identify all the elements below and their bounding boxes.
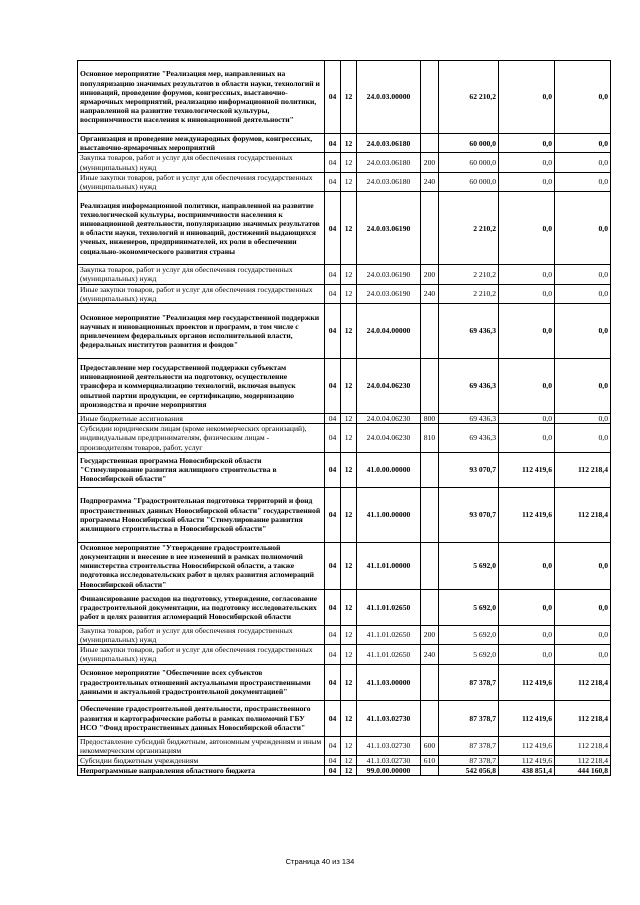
- expense-type-cell: [421, 134, 439, 153]
- row-name-cell: Финансирование расходов на подготовку, утверждение, согласование градостроительной документации, на подготовку исследовательских работ в целях развития агломераций Новосибирской области: [78, 589, 325, 625]
- row-name-cell: Основное мероприятие "Реализация мер государственной поддержки научных и инновационных проектов и программ, в том числе с привлечением федеральных органов исполнительной власти, федеральных институтов развития и фондов": [78, 304, 325, 359]
- table-row: [78, 265, 611, 284]
- table-row: [78, 359, 611, 414]
- table-row: [78, 61, 611, 134]
- section-code-cell: 04: [325, 61, 341, 134]
- section-code-cell: 04: [325, 414, 341, 424]
- amount-2023-cell: 0,0: [499, 645, 555, 664]
- subsection-code-cell: 12: [341, 61, 357, 134]
- subsection-code-cell: 12: [341, 756, 357, 766]
- table-row: [78, 542, 611, 589]
- row-name-cell: Закупка товаров, работ и услуг для обеспечения государственных (муниципальных) нужд: [78, 625, 325, 644]
- amount-2022-cell: 69 436,3: [439, 424, 499, 453]
- section-code-cell: 04: [325, 625, 341, 644]
- row-name-cell: Основное мероприятие "Обеспечение всех субъектов градостроительных отношений актуальными пространственными данными и актуальной градостроительной документацией": [78, 664, 325, 700]
- amount-2023-cell: 0,0: [499, 414, 555, 424]
- target-article-cell: 41.0.00.00000: [357, 452, 421, 487]
- amount-2023-cell: 0,0: [499, 542, 555, 589]
- expense-type-cell: 200: [421, 153, 439, 172]
- subsection-code-cell: 12: [341, 172, 357, 191]
- amount-2023-cell: 438 851,4: [499, 766, 555, 776]
- section-code-cell: 04: [325, 192, 341, 265]
- section-code-cell: 04: [325, 736, 341, 755]
- subsection-code-cell: 12: [341, 487, 357, 542]
- section-code-cell: 04: [325, 424, 341, 453]
- section-code-cell: 04: [325, 756, 341, 766]
- table-row: [78, 414, 611, 424]
- amount-2024-cell: 112 218,4: [555, 736, 611, 755]
- expense-type-cell: [421, 359, 439, 414]
- expense-type-cell: 600: [421, 736, 439, 755]
- row-name-cell: Иные бюджетные ассигнования: [78, 414, 325, 424]
- amount-2023-cell: 112 419,6: [499, 756, 555, 766]
- amount-2022-cell: 542 056,8: [439, 766, 499, 776]
- amount-2023-cell: 112 419,6: [499, 452, 555, 487]
- table-row: [78, 645, 611, 664]
- amount-2022-cell: 60 000,0: [439, 172, 499, 191]
- subsection-code-cell: 12: [341, 424, 357, 453]
- table-row: [78, 452, 611, 487]
- table-row: [78, 304, 611, 359]
- amount-2022-cell: 60 000,0: [439, 153, 499, 172]
- table-row: [78, 284, 611, 303]
- section-code-cell: 04: [325, 700, 341, 736]
- amount-2024-cell: 0,0: [555, 589, 611, 625]
- amount-2023-cell: 112 419,6: [499, 736, 555, 755]
- subsection-code-cell: 12: [341, 265, 357, 284]
- table-row: [78, 700, 611, 736]
- expense-type-cell: [421, 766, 439, 776]
- amount-2024-cell: 112 218,4: [555, 487, 611, 542]
- amount-2024-cell: 0,0: [555, 359, 611, 414]
- amount-2023-cell: 0,0: [499, 284, 555, 303]
- amount-2024-cell: 0,0: [555, 625, 611, 644]
- amount-2022-cell: 87 378,7: [439, 756, 499, 766]
- expense-type-cell: 240: [421, 645, 439, 664]
- section-code-cell: 04: [325, 359, 341, 414]
- row-name-cell: Организация и проведение международных форумов, конгрессных, выставочно-ярмарочных мероприятий: [78, 134, 325, 153]
- section-code-cell: 04: [325, 589, 341, 625]
- amount-2022-cell: 62 210,2: [439, 61, 499, 134]
- amount-2022-cell: 2 210,2: [439, 265, 499, 284]
- amount-2023-cell: 0,0: [499, 625, 555, 644]
- table-row: [78, 664, 611, 700]
- row-name-cell: Предоставление мер государственной поддержки субъектам инновационной деятельности на подготовку, осуществление трансфера и коммерциализацию технологий, включая выпуск опытной партии продукции, ее сертификацию, модернизацию производства и прочие мероприятия: [78, 359, 325, 414]
- row-name-cell: Государственная программа Новосибирской области "Стимулирование развития жилищного строительства в Новосибирской области": [78, 452, 325, 487]
- amount-2023-cell: 0,0: [499, 304, 555, 359]
- subsection-code-cell: 12: [341, 766, 357, 776]
- target-article-cell: 24.0.03.06190: [357, 284, 421, 303]
- amount-2024-cell: 112 218,4: [555, 700, 611, 736]
- table-row: [78, 756, 611, 766]
- row-name-cell: Иные закупки товаров, работ и услуг для обеспечения государственных (муниципальных) нужд: [78, 172, 325, 191]
- amount-2022-cell: 2 210,2: [439, 284, 499, 303]
- row-name-cell: Предоставление субсидий бюджетным, автономным учреждениям и иным некоммерческим организациям: [78, 736, 325, 755]
- target-article-cell: 41.1.03.02730: [357, 700, 421, 736]
- amount-2022-cell: 93 070,7: [439, 452, 499, 487]
- table-row: [78, 736, 611, 755]
- amount-2023-cell: 0,0: [499, 359, 555, 414]
- target-article-cell: 41.1.03.00000: [357, 664, 421, 700]
- expense-type-cell: 200: [421, 625, 439, 644]
- amount-2022-cell: 2 210,2: [439, 192, 499, 265]
- amount-2023-cell: 0,0: [499, 265, 555, 284]
- amount-2022-cell: 5 692,0: [439, 625, 499, 644]
- expense-type-cell: [421, 452, 439, 487]
- target-article-cell: 41.1.03.02730: [357, 756, 421, 766]
- target-article-cell: 24.0.04.06230: [357, 359, 421, 414]
- amount-2024-cell: 112 218,4: [555, 756, 611, 766]
- target-article-cell: 24.0.03.06190: [357, 265, 421, 284]
- section-code-cell: 04: [325, 487, 341, 542]
- row-name-cell: Непрограммные направления областного бюджета: [78, 766, 325, 776]
- section-code-cell: 04: [325, 284, 341, 303]
- section-code-cell: 04: [325, 304, 341, 359]
- amount-2024-cell: 112 218,4: [555, 664, 611, 700]
- amount-2022-cell: 69 436,3: [439, 304, 499, 359]
- row-name-cell: Закупка товаров, работ и услуг для обеспечения государственных (муниципальных) нужд: [78, 153, 325, 172]
- amount-2024-cell: 0,0: [555, 61, 611, 134]
- row-name-cell: Основное мероприятие "Реализация мер, направленных на популяризацию значимых результатов в области науки, технологий и инноваций, проведение форумов, конгрессных, выставочно-ярмарочных мероприятий, реализацию информационной политики, направленной на развитие технологической культуры, восприимчивости населения к инновационной деятельности": [78, 61, 325, 134]
- row-name-cell: Реализация информационной политики, направленной на развитие технологической культуры, восприимчивости населения к инновационной деятельности, популяризацию значимых результатов в области науки, технологий и инноваций, достижений выдающихся ученых, инженеров, предпринимателей, их роли в обеспечении социально-экономического развития страны: [78, 192, 325, 265]
- expense-type-cell: [421, 487, 439, 542]
- table-row: [78, 192, 611, 265]
- table-row: [78, 424, 611, 453]
- section-code-cell: 04: [325, 265, 341, 284]
- target-article-cell: 24.0.04.00000: [357, 304, 421, 359]
- section-code-cell: 04: [325, 645, 341, 664]
- amount-2024-cell: 0,0: [555, 304, 611, 359]
- subsection-code-cell: 12: [341, 192, 357, 265]
- table-row: [78, 487, 611, 542]
- expense-type-cell: 240: [421, 172, 439, 191]
- row-name-cell: Закупка товаров, работ и услуг для обеспечения государственных (муниципальных) нужд: [78, 265, 325, 284]
- section-code-cell: 04: [325, 153, 341, 172]
- row-name-cell: Иные закупки товаров, работ и услуг для обеспечения государственных (муниципальных) нужд: [78, 645, 325, 664]
- subsection-code-cell: 12: [341, 284, 357, 303]
- row-name-cell: Подпрограмма "Градостроительная подготовка территорий и фонд пространственных данных Новосибирской области" государственной программы Новосибирской области "Стимулирование развития жилищного строительства в Новосибирской области": [78, 487, 325, 542]
- target-article-cell: 24.0.03.06180: [357, 172, 421, 191]
- row-name-cell: Субсидии бюджетным учреждениям: [78, 756, 325, 766]
- row-name-cell: Основное мероприятие "Утверждение градостроительной документации и внесение в нее изменений в рамках полномочий министерства строительства Новосибирской области, а также подготовка исследовательских работ в целях развития агломераций Новосибирской области": [78, 542, 325, 589]
- section-code-cell: 04: [325, 542, 341, 589]
- amount-2023-cell: 0,0: [499, 134, 555, 153]
- amount-2024-cell: 0,0: [555, 284, 611, 303]
- budget-table: [77, 60, 611, 776]
- amount-2024-cell: 0,0: [555, 645, 611, 664]
- subsection-code-cell: 12: [341, 736, 357, 755]
- subsection-code-cell: 12: [341, 452, 357, 487]
- expense-type-cell: 610: [421, 756, 439, 766]
- subsection-code-cell: 12: [341, 625, 357, 644]
- expense-type-cell: 200: [421, 265, 439, 284]
- target-article-cell: 41.1.03.02730: [357, 736, 421, 755]
- amount-2022-cell: 87 378,7: [439, 736, 499, 755]
- subsection-code-cell: 12: [341, 414, 357, 424]
- table-row: [78, 134, 611, 153]
- subsection-code-cell: 12: [341, 645, 357, 664]
- section-code-cell: 04: [325, 766, 341, 776]
- amount-2022-cell: 5 692,0: [439, 542, 499, 589]
- subsection-code-cell: 12: [341, 304, 357, 359]
- expense-type-cell: 810: [421, 424, 439, 453]
- target-article-cell: 24.0.03.06180: [357, 134, 421, 153]
- row-name-cell: Обеспечение градостроительной деятельности, пространственного развития и картографические работы в рамках полномочий ГБУ НСО "Фонд пространственных данных Новосибирской области": [78, 700, 325, 736]
- amount-2023-cell: 0,0: [499, 589, 555, 625]
- amount-2024-cell: 0,0: [555, 192, 611, 265]
- expense-type-cell: [421, 542, 439, 589]
- target-article-cell: 24.0.04.06230: [357, 414, 421, 424]
- subsection-code-cell: 12: [341, 542, 357, 589]
- expense-type-cell: [421, 589, 439, 625]
- section-code-cell: 04: [325, 664, 341, 700]
- amount-2022-cell: 87 378,7: [439, 700, 499, 736]
- amount-2023-cell: 0,0: [499, 61, 555, 134]
- amount-2022-cell: 69 436,3: [439, 414, 499, 424]
- table-row: [78, 153, 611, 172]
- amount-2024-cell: 0,0: [555, 265, 611, 284]
- amount-2024-cell: 0,0: [555, 414, 611, 424]
- subsection-code-cell: 12: [341, 134, 357, 153]
- target-article-cell: 41.1.01.00000: [357, 542, 421, 589]
- target-article-cell: 41.1.00.00000: [357, 487, 421, 542]
- amount-2022-cell: 60 000,0: [439, 134, 499, 153]
- amount-2022-cell: 93 070,7: [439, 487, 499, 542]
- subsection-code-cell: 12: [341, 664, 357, 700]
- section-code-cell: 04: [325, 134, 341, 153]
- amount-2024-cell: 0,0: [555, 172, 611, 191]
- amount-2022-cell: 5 692,0: [439, 589, 499, 625]
- subsection-code-cell: 12: [341, 700, 357, 736]
- page-number: Страница 40 из 134: [285, 857, 355, 866]
- target-article-cell: 24.0.03.00000: [357, 61, 421, 134]
- subsection-code-cell: 12: [341, 359, 357, 414]
- target-article-cell: 41.1.01.02650: [357, 589, 421, 625]
- table-row: [78, 172, 611, 191]
- expense-type-cell: [421, 61, 439, 134]
- amount-2024-cell: 0,0: [555, 153, 611, 172]
- amount-2024-cell: 112 218,4: [555, 452, 611, 487]
- target-article-cell: 24.0.04.06230: [357, 424, 421, 453]
- target-article-cell: 41.1.01.02650: [357, 645, 421, 664]
- target-article-cell: 41.1.01.02650: [357, 625, 421, 644]
- target-article-cell: 99.0.00.00000: [357, 766, 421, 776]
- amount-2022-cell: 69 436,3: [439, 359, 499, 414]
- amount-2024-cell: 444 160,8: [555, 766, 611, 776]
- expense-type-cell: 800: [421, 414, 439, 424]
- amount-2023-cell: 0,0: [499, 192, 555, 265]
- expense-type-cell: [421, 304, 439, 359]
- amount-2023-cell: 112 419,6: [499, 664, 555, 700]
- section-code-cell: 04: [325, 172, 341, 191]
- amount-2023-cell: 0,0: [499, 153, 555, 172]
- subsection-code-cell: 12: [341, 153, 357, 172]
- expense-type-cell: [421, 700, 439, 736]
- target-article-cell: 24.0.03.06190: [357, 192, 421, 265]
- table-body: [78, 61, 611, 776]
- row-name-cell: Субсидии юридическим лицам (кроме некоммерческих организаций), индивидуальным предпринимателям, физическим лицам - производителям товаров, работ, услуг: [78, 424, 325, 453]
- row-name-cell: Иные закупки товаров, работ и услуг для обеспечения государственных (муниципальных) нужд: [78, 284, 325, 303]
- table-row: [78, 625, 611, 644]
- amount-2024-cell: 0,0: [555, 424, 611, 453]
- section-code-cell: 04: [325, 452, 341, 487]
- target-article-cell: 24.0.03.06180: [357, 153, 421, 172]
- expense-type-cell: [421, 192, 439, 265]
- expense-type-cell: [421, 664, 439, 700]
- amount-2024-cell: 0,0: [555, 542, 611, 589]
- table-row: [78, 589, 611, 625]
- amount-2023-cell: 0,0: [499, 424, 555, 453]
- amount-2022-cell: 87 378,7: [439, 664, 499, 700]
- amount-2023-cell: 112 419,6: [499, 487, 555, 542]
- amount-2023-cell: 112 419,6: [499, 700, 555, 736]
- expense-type-cell: 240: [421, 284, 439, 303]
- table-row: [78, 766, 611, 776]
- amount-2024-cell: 0,0: [555, 134, 611, 153]
- amount-2022-cell: 5 692,0: [439, 645, 499, 664]
- amount-2023-cell: 0,0: [499, 172, 555, 191]
- subsection-code-cell: 12: [341, 589, 357, 625]
